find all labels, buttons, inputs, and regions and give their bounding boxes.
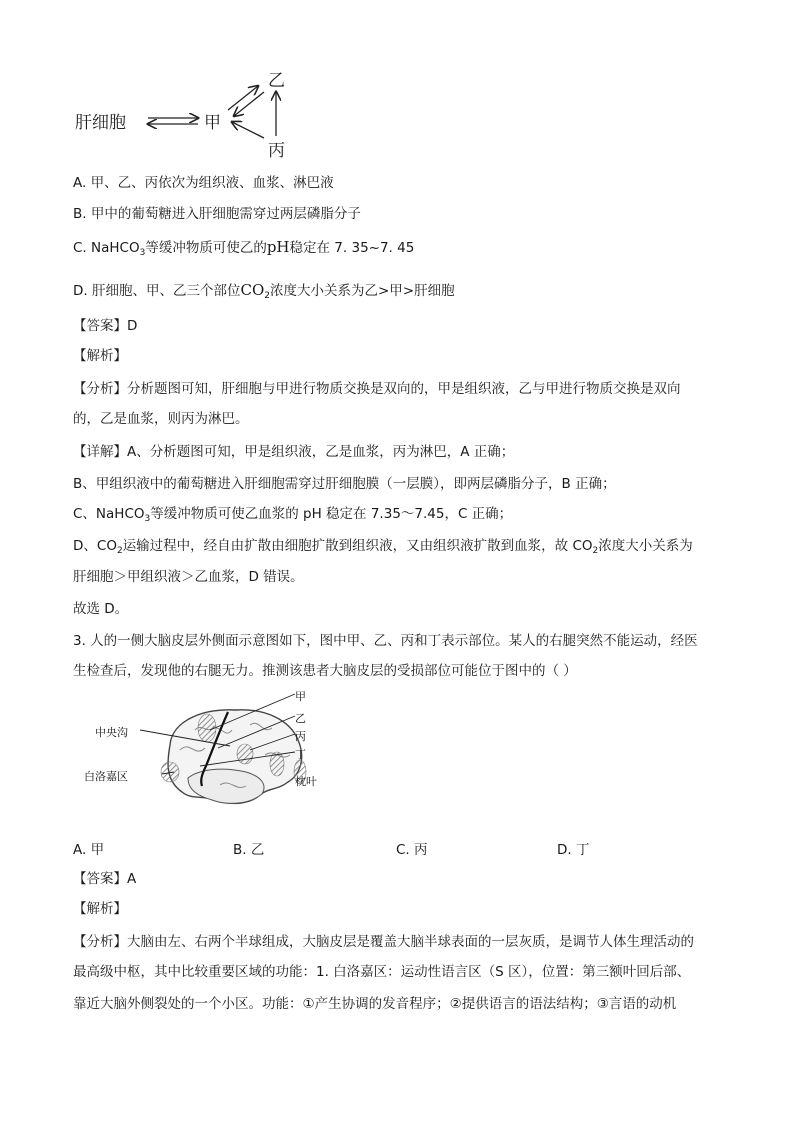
liver-cell-label: 肝细胞 xyxy=(75,113,126,133)
q2-option-b: B. 甲中的葡萄糖进入肝细胞需穿过两层磷脂分子 xyxy=(73,206,361,222)
q2-answer: 【答案】D xyxy=(73,318,138,334)
brain-label-jia: 甲 xyxy=(295,690,306,703)
q3-stem-2: 生检查后，发现他的右腿无力。推测该患者大脑皮层的受损部位可能位于图中的（ ） xyxy=(73,663,577,679)
q3-option-a: A. 甲 xyxy=(73,842,105,858)
brain-leader-lines xyxy=(110,686,310,786)
q2-detail-4-sub: 2 xyxy=(116,546,123,556)
q3-option-c: C. 丙 xyxy=(396,842,428,858)
q3-jiexi: 【解析】 xyxy=(73,901,127,917)
q2-option-c-mid: 等缓冲物质可使乙的 xyxy=(145,240,267,256)
q2-detail-4-pre: D、CO xyxy=(73,538,117,554)
q2-option-d-pre: D. 肝细胞、甲、乙三个部位 xyxy=(73,283,241,299)
q2-detail-4 xyxy=(73,537,693,555)
bing-label: 丙 xyxy=(268,141,285,161)
q2-detail-3 xyxy=(73,505,512,523)
q2-detail-3-post: 等缓冲物质可使乙血浆的 pH 稳定在 7.35～7.45，C 正确； xyxy=(150,506,513,522)
brain-label-ding: 丁 xyxy=(295,748,306,761)
yi-label: 乙 xyxy=(268,71,285,91)
exchange-arrows-icon xyxy=(140,80,290,150)
q3-option-b: B. 乙 xyxy=(233,842,265,858)
q2-detail-4-sub2: 2 xyxy=(592,546,599,556)
q2-detail-4-mid: 运输过程中，经自由扩散由细胞扩散到组织液，又由组织液扩散到血浆，故 CO xyxy=(122,538,593,554)
q2-detail-4-post: 浓度大小关系为 xyxy=(598,538,693,554)
q3-fenxi-3: 靠近大脑外侧裂处的一个小区。功能：①产生协调的发音程序；②提供语言的语法结构；③言语的动机 xyxy=(73,996,677,1012)
q2-option-c-sub: 3 xyxy=(139,248,146,258)
q2-option-d xyxy=(73,281,455,300)
brain-label-occipital: 枕叶 xyxy=(295,775,317,788)
q2-option-d-co: CO xyxy=(240,281,265,299)
q2-detail-3-pre: C、NaHCO xyxy=(73,506,145,522)
q3-stem-1: 3. 人的一侧大脑皮层外侧面示意图如下，图中甲、乙、丙和丁表示部位。某人的右腿突然不能运动，经医 xyxy=(73,633,698,649)
q2-choose: 故选 D。 xyxy=(73,601,129,617)
q2-option-c-pre: C. NaHCO xyxy=(73,240,140,256)
q2-option-c-ph: pH xyxy=(266,238,290,256)
brain-label-broca: 白洛嘉区 xyxy=(84,770,128,783)
q3-answer: 【答案】A xyxy=(73,871,137,887)
q2-option-a: A. 甲、乙、丙依次为组织液、血浆、淋巴液 xyxy=(73,175,334,191)
q2-detail-5: 肝细胞＞甲组织液＞乙血浆，D 错误。 xyxy=(73,569,304,585)
q2-option-c xyxy=(73,238,414,257)
q2-fenxi-1: 【分析】分析题图可知，肝细胞与甲进行物质交换是双向的，甲是组织液，乙与甲进行物质交换是双向 xyxy=(73,381,681,397)
q2-option-d-sub: 2 xyxy=(264,291,270,301)
brain-label-central-sulcus: 中央沟 xyxy=(95,726,128,739)
q2-option-d-post: 浓度大小关系为乙>甲>肝细胞 xyxy=(270,283,455,299)
q3-fenxi-2: 最高级中枢，其中比较重要区域的功能：1. 白洛嘉区：运动性语言区（S 区），位置：第三额叶回后部、 xyxy=(73,964,691,980)
q2-detail-2: B、甲组织液中的葡萄糖进入肝细胞需穿过肝细胞膜（一层膜），即两层磷脂分子，B 正确； xyxy=(73,476,616,492)
brain-label-yi: 乙 xyxy=(295,712,306,725)
q3-option-d: D. 丁 xyxy=(557,842,590,858)
q2-option-c-post: 稳定在 7. 35~7. 45 xyxy=(289,240,415,256)
q2-detail-1: 【详解】A、分析题图可知，甲是组织液，乙是血浆，丙为淋巴，A 正确； xyxy=(73,444,515,460)
brain-label-bing: 丙 xyxy=(295,730,306,743)
q3-fenxi-1: 【分析】大脑由左、右两个半球组成，大脑皮层是覆盖大脑半球表面的一层灰质，是调节人体生理活动的 xyxy=(73,934,694,950)
q2-detail-3-sub: 3 xyxy=(144,514,151,524)
q2-fenxi-2: 的，乙是血浆，则丙为淋巴。 xyxy=(73,411,249,427)
jia-label: 甲 xyxy=(204,113,221,133)
q2-jiexi: 【解析】 xyxy=(73,348,127,364)
